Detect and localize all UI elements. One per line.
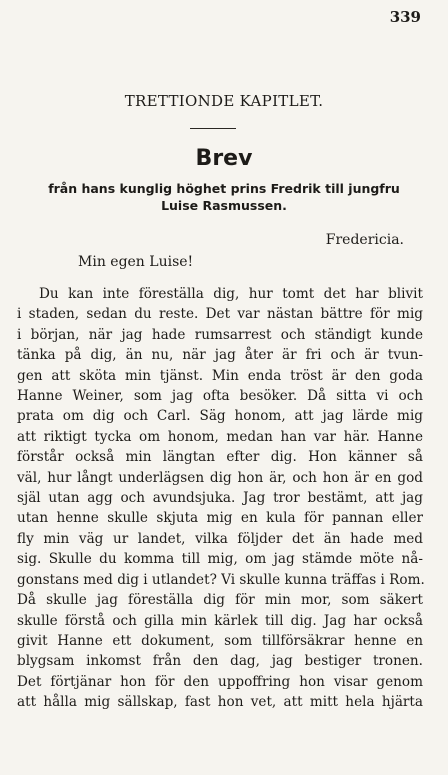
body-line: Hanne Weiner, som jag ofta besöker. Då sitta vi och xyxy=(17,388,423,405)
letter-salutation: Min egen Luise! xyxy=(78,254,194,270)
letter-heading: Brev xyxy=(195,146,253,171)
body-line: Du kan inte föreställa dig, hur tomt det har blivit xyxy=(39,286,423,302)
body-line: förstår också min längtan efter dig. Hon känner så xyxy=(17,449,423,466)
chapter-title: TRETTIONDE KAPITLET. xyxy=(124,92,324,110)
body-line: gen att sköta min tjänst. Min enda tröst är den goda xyxy=(17,367,423,384)
letter-place: Fredericia. xyxy=(325,232,404,248)
body-line: fly min väg ur landet, vilka följder det än hade med xyxy=(17,530,423,547)
body-line: att riktigt tycka om honom, medan han var här. Hanne xyxy=(17,428,423,445)
page-number: 339 xyxy=(389,8,421,26)
body-line: givit Hanne ett dokument, som tillförsäkrar henne en xyxy=(17,632,423,649)
body-line: utan henne skulle skjuta mig en kula för pannan eller xyxy=(17,510,423,527)
body-line: att hålla mig sällskap, fast hon vet, att mitt hela hjärta xyxy=(17,694,423,711)
body-line: blygsam inkomst från den dag, jag bestiger tronen. xyxy=(17,653,423,670)
body-line: väl, hur långt underlägsen dig hon är, och hon är en god xyxy=(17,469,423,486)
letter-body xyxy=(17,284,423,713)
body-line: Det förtjänar hon för den uppoffring hon visar genom xyxy=(17,673,423,690)
body-line: i staden, sedan du reste. Det var nästan bättre för mig xyxy=(17,306,423,323)
body-line: sig. Skulle du komma till mig, om jag stämde möte nå- xyxy=(17,551,423,568)
subheading-line: från hans kunglig höghet prins Fredrik till jungfru xyxy=(48,181,400,196)
body-line: gonstans med dig i utlandet? Vi skulle kunna träffas i Rom. xyxy=(17,571,425,588)
divider-rule xyxy=(190,128,236,129)
body-line: i början, när jag hade rumsarrest och ständigt kunde xyxy=(17,326,423,343)
body-line: skulle förstå och gilla min kärlek till dig. Jag har också xyxy=(17,612,423,629)
body-line: Då skulle jag föreställa dig för min mor, som säkert xyxy=(17,592,423,609)
body-line: tänka på dig, än nu, när jag åter är fri och är tvun- xyxy=(17,347,423,364)
body-line: själ utan agg och avundsjuka. Jag tror bestämt, att jag xyxy=(17,490,423,507)
subheading-line: Luise Rasmussen. xyxy=(161,198,287,213)
body-line: prata om dig och Carl. Säg honom, att jag lärde mig xyxy=(17,408,423,425)
letter-subheading xyxy=(22,180,426,214)
